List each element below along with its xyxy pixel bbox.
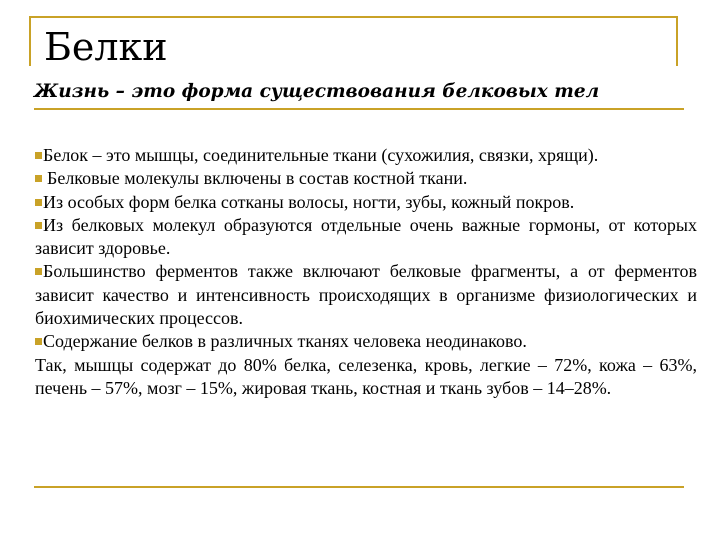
paragraph-2: [35, 167, 697, 190]
paragraph-4: [35, 214, 697, 261]
bullet-square-icon: [35, 222, 42, 229]
paragraph-text: Так, мышцы содержат до 80% белка, селезенка, кровь, легкие – 72%, кожа – 63%, печень – 57%, мозг – 15%, жировая ткань, костная и ткань зубов – 14–28%.: [35, 354, 697, 398]
paragraph-text: Из белковых молекул образуются отдельные очень важные гормоны, от которых зависит здоровье.: [35, 214, 697, 259]
divider-top: [34, 108, 684, 110]
divider-bottom: [34, 486, 684, 488]
paragraph-7: [35, 354, 697, 401]
bullet-square-icon: [35, 199, 42, 206]
paragraph-1: [35, 144, 697, 167]
paragraph-5: [35, 260, 697, 330]
paragraph-3: [35, 191, 697, 214]
slide-subtitle: Жизнь – это форма существования белковых тел: [34, 81, 600, 102]
slide-body: [35, 144, 697, 400]
paragraph-text: Белок – это мышцы, соединительные ткани (сухожилия, связки, хрящи).: [43, 145, 599, 165]
slide-title: Белки: [44, 25, 168, 69]
paragraph-text: Из особых форм белка сотканы волосы, ногти, зубы, кожный покров.: [43, 191, 575, 212]
frame-top-line: [29, 16, 678, 18]
paragraph-text: Большинство ферментов также включают белковые фрагменты, а от ферментов зависит качество и интенсивность происходящих в организме физиологических и биохимических процессов.: [35, 261, 697, 329]
paragraph-text: Белковые молекулы включены в состав костной ткани.: [47, 168, 468, 189]
frame-right-line: [676, 16, 678, 66]
bullet-square-icon: [35, 152, 42, 159]
bullet-square-icon: [35, 268, 42, 275]
frame-left-line: [29, 16, 31, 66]
bullet-square-icon: [35, 338, 42, 345]
paragraph-6: [35, 330, 697, 353]
bullet-square-icon: [35, 175, 42, 182]
paragraph-text: Содержание белков в различных тканях человека неодинаково.: [43, 331, 527, 352]
